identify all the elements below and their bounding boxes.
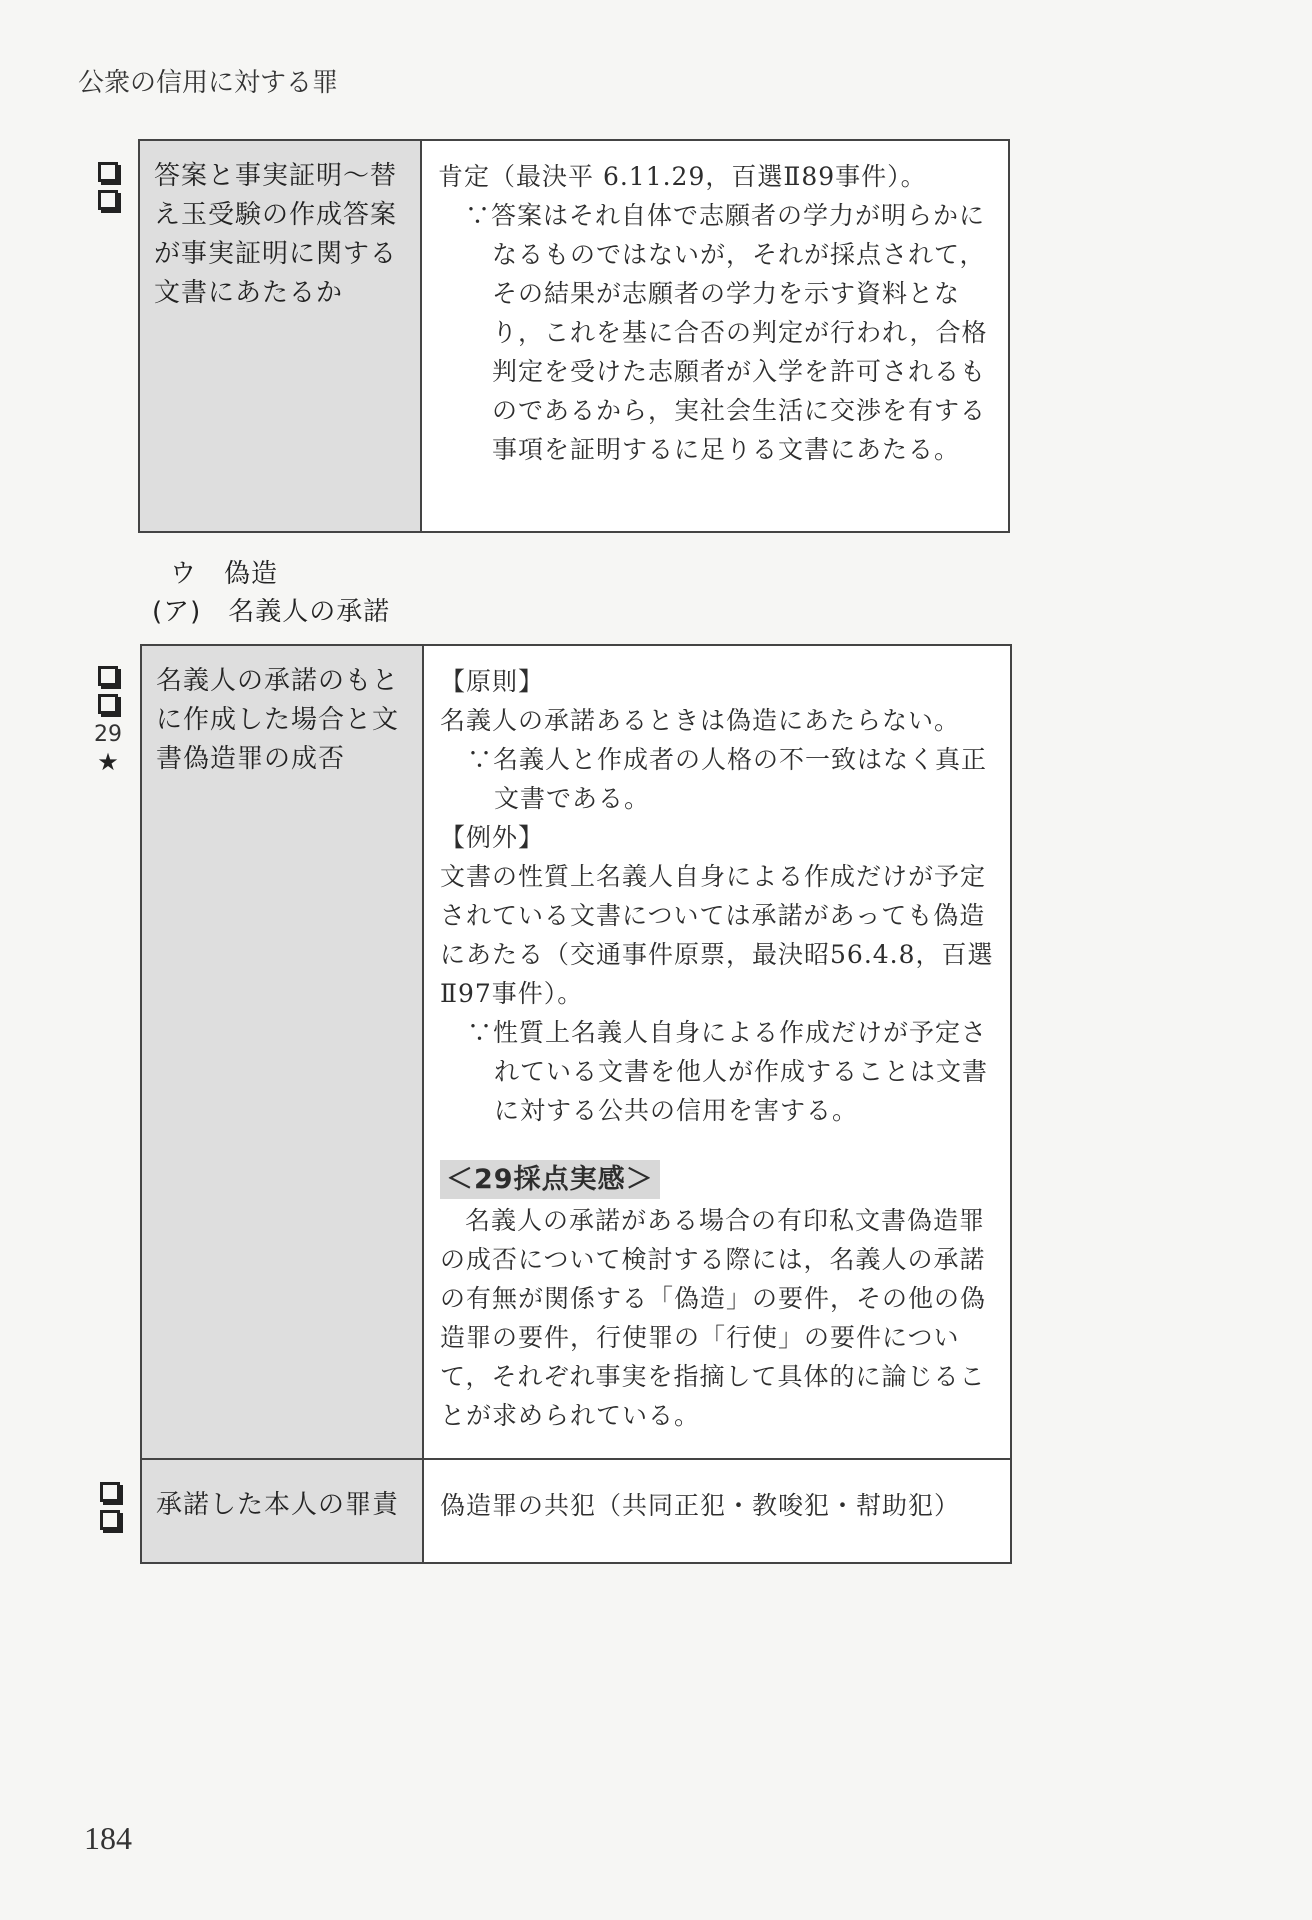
- checkbox-group-3: [90, 1482, 130, 1538]
- subhead-level2: (ア) 名義人の承諾: [152, 597, 391, 627]
- reigai-text: 文書の性質上名義人自身による作成だけが予定されている文書については承諾があっても偽造にあたる（交通事件原票，最決昭56.4.8，百選Ⅱ97事件）。: [440, 862, 994, 1008]
- gensoku-text: 名義人の承諾あるときは偽造にあたらない。: [440, 706, 961, 735]
- page-number: 184: [84, 1820, 132, 1856]
- checkbox-3a[interactable]: [100, 1482, 120, 1502]
- reigai-reason: ∵性質上名義人自身による作成だけが予定されている文書を他人が作成することは文書に対する公共の信用を害する。: [467, 1018, 989, 1125]
- reigai-label: 【例外】: [440, 823, 545, 852]
- answer-cell-3: 偽造罪の共犯（共同正犯・教唆犯・幇助犯）: [440, 1491, 961, 1520]
- gensoku-label: 【原則】: [440, 667, 545, 696]
- checkbox-group-1: [88, 162, 128, 218]
- checkbox-3b[interactable]: [100, 1510, 120, 1530]
- check-number: 29: [94, 722, 122, 747]
- star-icon: ★: [97, 748, 119, 776]
- checkbox-1a[interactable]: [98, 162, 118, 182]
- note-text: 名義人の承諾がある場合の有印私文書偽造罪の成否について検討する際には，名義人の承諾の有無が関係する「偽造」の要件，その他の偽造罪の要件，行使罪の「行使」の要件について，それぞれ事実を指摘して具体的に論じることが求められている。: [440, 1206, 987, 1430]
- answer-cell-1: [422, 141, 1008, 531]
- answer-cell-2: [424, 646, 1010, 1462]
- running-header: 公衆の信用に対する罪: [78, 68, 339, 98]
- answer-line-1: 肯定（最決平 6.11.29，百選Ⅱ89事件）。: [438, 162, 927, 191]
- note-title: ＜29採点実感＞: [440, 1160, 660, 1199]
- table-section-2: [140, 644, 1012, 1464]
- checkbox-group-2: [88, 666, 128, 776]
- question-cell-2: 名義人の承諾のもとに作成した場合と文書偽造罪の成否: [142, 646, 424, 1462]
- question-cell-1: 答案と事実証明～替え玉受験の作成答案が事実証明に関する文書にあたるか: [140, 141, 422, 531]
- question-cell-3: 承諾した本人の罪責: [142, 1460, 424, 1562]
- subhead-level1: ウ 偽造: [170, 559, 279, 589]
- table-section-1: [138, 139, 1010, 533]
- checkbox-2b[interactable]: [98, 694, 118, 714]
- checkbox-1b[interactable]: [98, 190, 118, 210]
- checkbox-2a[interactable]: [98, 666, 118, 686]
- gensoku-reason: ∵名義人と作成者の人格の不一致はなく真正文書である。: [467, 745, 988, 813]
- reason-1: ∵答案はそれ自体で志願者の学力が明らかになるものではないが，それが採点されて，その結果が志願者の学力を示す資料となり，これを基に合否の判定が行われ，合格判定を受けた志願者が入学を許可されるものであるから，実社会生活に交渉を有する事項を証明するに足りる文書にあたる。: [465, 201, 988, 464]
- table-section-3: [140, 1458, 1012, 1564]
